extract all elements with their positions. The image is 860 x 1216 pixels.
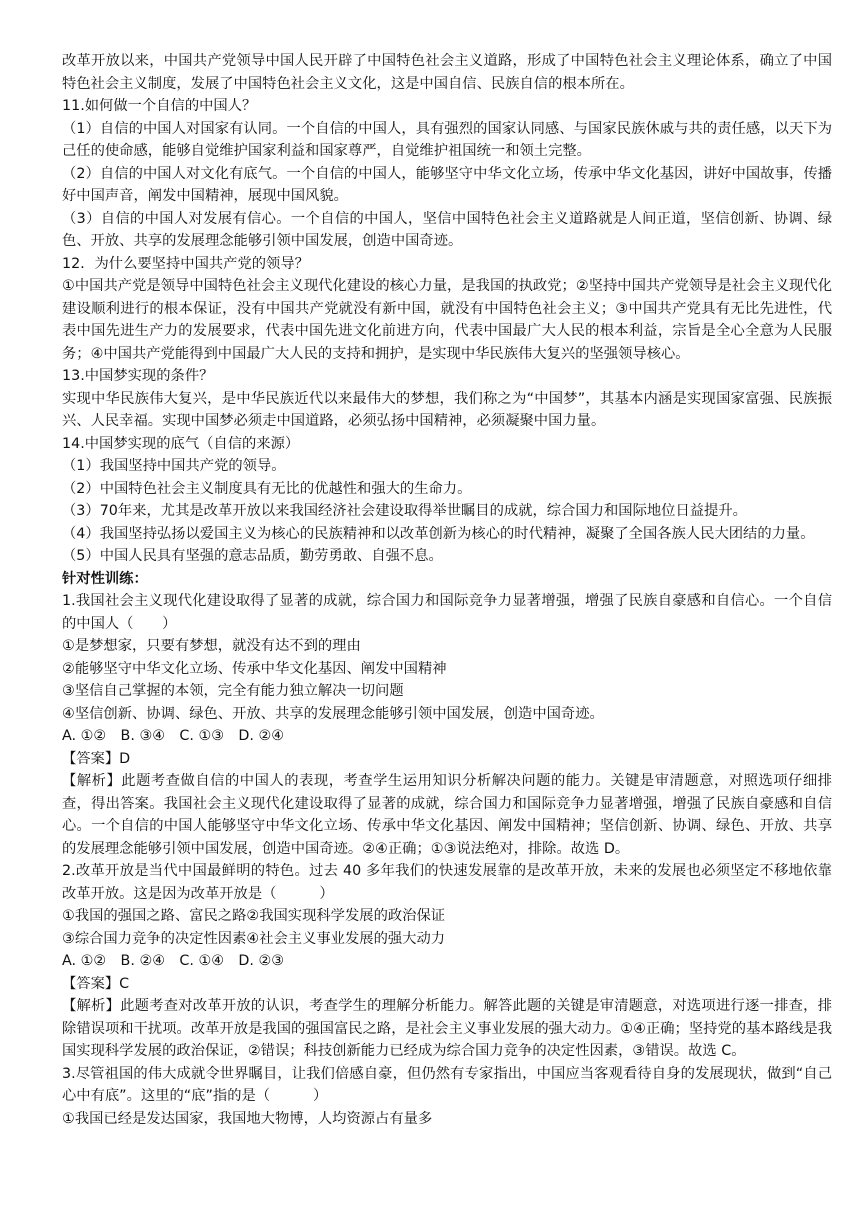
exercise-option: ②能够坚守中华文化立场、传承中华文化基因、阐发中国精神 <box>62 660 447 677</box>
exercise-option: ①是梦想家，只要有梦想，就没有达不到的理由 <box>62 638 361 654</box>
answer-key: 【答案】D <box>62 750 131 767</box>
exercise-option: ④坚信创新、协调、绿色、开放、共享的发展理念能够引领中国发展，创造中国奇迹。 <box>62 705 604 722</box>
exercise-question: 1.我国社会主义现代化建设取得了显著的成就，综合国力和国际竞争力显著增强，增强了民族自豪感和自信心。一个自信的中国人（ ） <box>62 593 832 632</box>
answer-key: 【答案】C <box>62 975 130 992</box>
question-heading: 13.中国梦实现的条件？ <box>62 368 214 384</box>
exercise-question: 2.改革开放是当代中国最鲜明的特色。过去 40 多年我们的快速发展靠的是改革开放，未来的发展也必须坚定不移地依靠改革开放。这是因为改革开放是（ ） <box>62 863 832 902</box>
exercise-option: ①我国的强国之路、富民之路②我国实现科学发展的政治保证 <box>62 908 446 924</box>
paragraph: （5）中国人民具有坚强的意志品质，勤劳勇敢、自强不息。 <box>62 548 443 564</box>
paragraph: 实现中华民族伟大复兴，是中华民族近代以来最伟大的梦想，我们称之为“中国梦”，其基本内涵是实现国家富强、民族振兴、人民幸福。实现中国梦必须走中国道路，必须弘扬中国精神，必须凝聚中国力量。 <box>62 390 832 429</box>
answer-analysis: 【解析】此题考查对改革开放的认识，考查学生的理解分析能力。解答此题的关键是审清题意，对选项进行逐一排查，排除错误项和干扰项。改革开放是我国的强国富民之路，是社会主义事业发展的强大动力。①④正确；坚持党的基本路线是我国实现科学发展的政治保证，②错误；科技创新能力已经成为综合国力竞争的决定性因素，③错误。故选 C。 <box>62 998 832 1059</box>
paragraph: ①中国共产党是领导中国特色社会主义现代化建设的核心力量，是我国的执政党；②坚持中国共产党领导是社会主义现代化建设顺利进行的根本保证，没有中国共产党就没有新中国，就没有中国特色社会主义；③中国共产党具有无比先进性，代表中国先进生产力的发展要求，代表中国先进文化前进方向，代表中国最广大人民的根本利益，宗旨是全心全意为人民服务；④中国共产党能得到中国最广大人民的支持和拥护，是实现中华民族伟大复兴的坚强领导核心。 <box>62 278 832 362</box>
question-heading: 11.如何做一个自信的中国人？ <box>62 98 257 114</box>
question-heading: 14.中国梦实现的底气（自信的来源） <box>62 435 300 452</box>
exercise-option: ③坚信自己掌握的本领，完全有能力独立解决一切问题 <box>62 683 404 699</box>
exercise-option: ①我国已经是发达国家，我国地大物博，人均资源占有量多 <box>62 1110 433 1127</box>
paragraph: （1）我国坚持中国共产党的领导。 <box>62 458 286 474</box>
paragraph: （2）自信的中国人对文化有底气。一个自信的中国人，能够坚守中华文化立场，传承中华文化基因，讲好中国故事，传播好中国声音，阐发中国精神，展现中国风貌。 <box>62 165 832 204</box>
answer-choices: A. ①② B. ③④ C. ①③ D. ②④ <box>62 728 285 744</box>
paragraph: （3）自信的中国人对发展有信心。一个自信的中国人，坚信中国特色社会主义道路就是人间正道，坚信创新、协调、绿色、开放、共享的发展理念能够引领中国发展，创造中国奇迹。 <box>62 210 832 249</box>
section-heading: 针对性训练： <box>62 570 148 587</box>
paragraph: （4）我国坚持弘扬以爱国主义为核心的民族精神和以改革创新为核心的时代精神，凝聚了全国各族人民大团结的力量。 <box>62 525 815 542</box>
paragraph: （2）中国特色社会主义制度具有无比的优越性和强大的生命力。 <box>62 480 472 497</box>
exercise-option: ③综合国力竞争的决定性因素④社会主义事业发展的强大动力 <box>62 930 446 947</box>
answer-analysis: 【解析】此题考查做自信的中国人的表现，考查学生运用知识分析解决问题的能力。关键是审清题意，对照选项仔细排查，得出答案。我国社会主义现代化建设取得了显著的成就，综合国力和国际竞争力显著增强，增强了民族自豪感和自信心。一个自信的中国人能够坚守中华文化立场、传承中华文化基因、阐发中国精神；坚信创新、协调、绿色、开放、共享的发展理念能够引领中国发展，创造中国奇迹。②④正确；①③说法绝对，排除。故选 D。 <box>62 773 832 857</box>
question-heading: 12．为什么要坚持中国共产党的领导？ <box>62 255 309 272</box>
paragraph: （1）自信的中国人对国家有认同。一个自信的中国人，具有强烈的国家认同感、与国家民族休戚与共的责任感，以天下为己任的使命感，能够自觉维护国家利益和国家尊严，自觉维护祖国统一和领土完整。 <box>62 120 832 159</box>
exercise-question: 3.尽管祖国的伟大成就令世界瞩目，让我们倍感自豪，但仍然有专家指出，中国应当客观看待自身的发展现状，做到“自己心中有底”。这里的“底”指的是（ ） <box>62 1065 832 1104</box>
paragraph-intro: 改革开放以来，中国共产党领导中国人民开辟了中国特色社会主义道路，形成了中国特色社会主义理论体系，确立了中国特色社会主义制度，发展了中国特色社会主义文化，这是中国自信、民族自信的根本所在。 <box>62 53 832 92</box>
answer-choices: A. ①② B. ②④ C. ①④ D. ②③ <box>62 953 285 969</box>
paragraph: （3）70年来，尤其是改革开放以来我国经济社会建设取得举世瞩目的成就，综合国力和国际地位日益提升。 <box>62 503 747 519</box>
